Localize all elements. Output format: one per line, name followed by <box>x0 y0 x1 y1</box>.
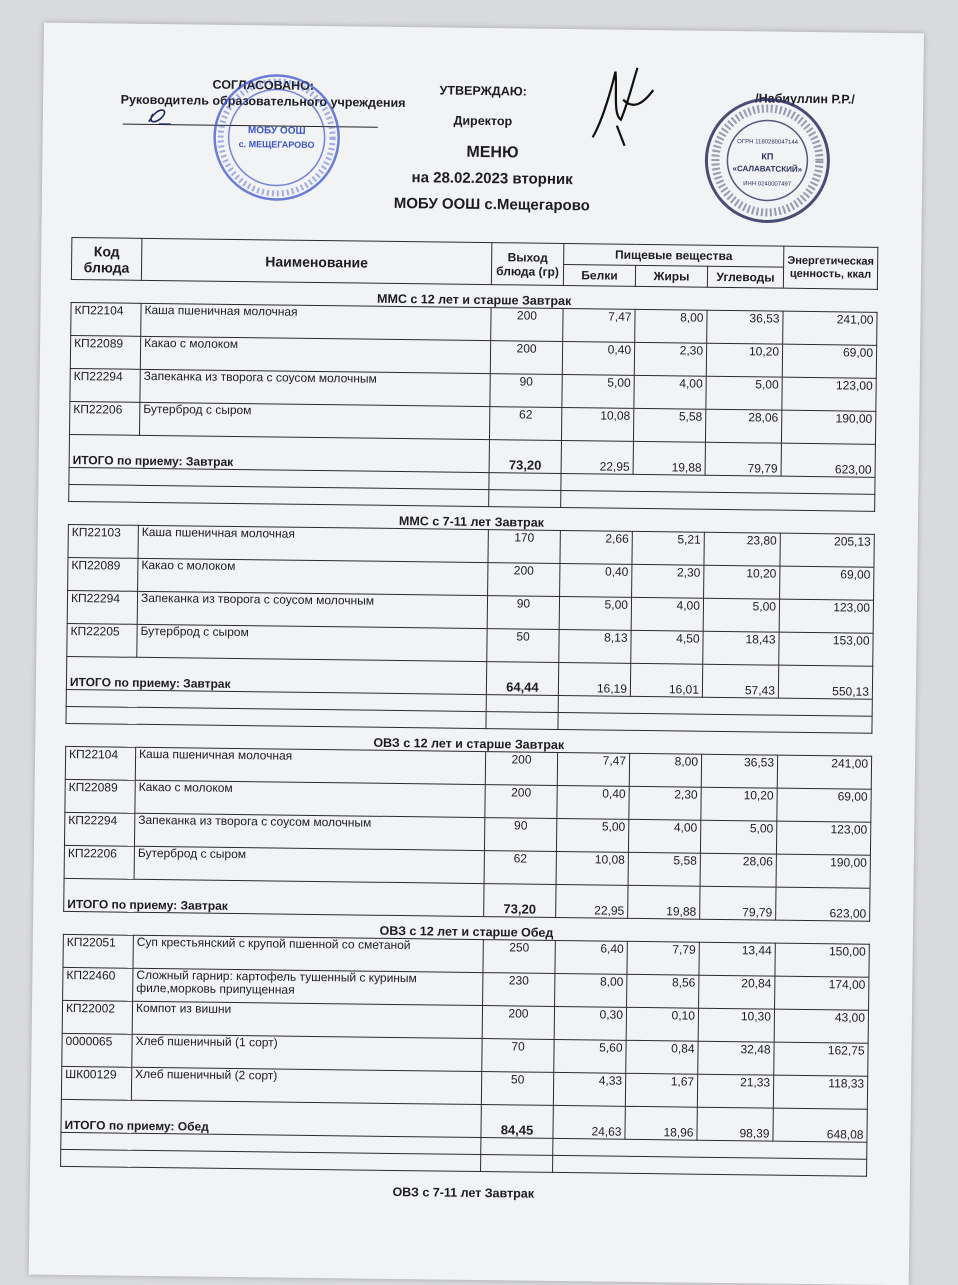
dish-fat: 5,58 <box>628 852 700 886</box>
total-protein: 16,19 <box>558 662 630 696</box>
dish-energy: 162,75 <box>774 1042 868 1076</box>
dish-yield: 200 <box>485 752 557 786</box>
dish-energy: 69,00 <box>780 566 874 600</box>
dish-code: КП22294 <box>64 812 134 846</box>
total-yield: 84,45 <box>481 1105 553 1139</box>
dish-yield: 50 <box>481 1072 553 1106</box>
dish-yield: 230 <box>483 973 555 1007</box>
dish-name: Какао с молоком <box>138 558 488 595</box>
director-signature <box>563 59 674 150</box>
dish-fat: 1,67 <box>625 1073 697 1107</box>
total-energy: 623,00 <box>776 887 870 921</box>
dish-energy: 69,00 <box>782 344 876 378</box>
dish-protein: 5,60 <box>554 1039 626 1073</box>
total-label: ИТОГО по приему: Обед <box>61 1099 481 1137</box>
total-fat: 19,88 <box>633 441 705 475</box>
total-label: ИТОГО по приему: Завтрак <box>64 878 484 916</box>
dish-name: Запеканка из творога с соусом молочным <box>140 369 490 406</box>
dish-protein: 5,00 <box>559 596 631 630</box>
dish-fat: 5,58 <box>633 408 705 442</box>
dish-fat: 4,00 <box>634 375 706 409</box>
total-energy: 550,13 <box>778 665 872 699</box>
dish-fat: 0,10 <box>626 1007 698 1041</box>
dish-name: Сложный гарнир: картофель тушенный с куриным филе,морковь припущенная <box>133 968 483 1005</box>
dish-energy: 153,00 <box>779 632 873 666</box>
agreed-role: Руководитель образовательного учреждения <box>120 92 406 111</box>
dish-code: КП22104 <box>71 302 141 336</box>
company-stamp <box>702 95 834 227</box>
section-ovz-12-breakfast <box>64 723 872 921</box>
dish-protein: 0,40 <box>562 341 634 375</box>
dish-protein: 2,66 <box>560 530 632 564</box>
section-title: ОВЗ с 7-11 лет Завтрак <box>392 1184 535 1201</box>
dish-yield: 90 <box>490 374 562 408</box>
dish-carbs: 10,20 <box>706 343 782 377</box>
dish-energy: 123,00 <box>782 377 876 411</box>
approve-block <box>428 75 539 136</box>
col-protein: Белки <box>563 264 635 286</box>
dish-carbs: 5,00 <box>700 820 776 854</box>
dish-fat: 0,84 <box>626 1040 698 1074</box>
dish-carbs: 10,20 <box>701 787 777 821</box>
dish-carbs: 20,84 <box>699 975 775 1009</box>
approve-label: УТВЕРЖДАЮ: <box>439 83 527 99</box>
dish-carbs: 5,00 <box>706 376 782 410</box>
dish-energy: 241,00 <box>777 755 871 789</box>
agreed-label: СОГЛАСОВАНО: <box>212 77 315 93</box>
dish-energy: 205,13 <box>780 533 874 567</box>
dish-energy: 241,00 <box>783 311 877 345</box>
dish-carbs: 10,30 <box>698 1008 774 1042</box>
total-carbs: 98,39 <box>697 1107 773 1141</box>
dish-yield: 200 <box>488 563 560 597</box>
dish-energy: 118,33 <box>773 1075 867 1109</box>
dish-yield: 62 <box>484 851 556 885</box>
dish-protein: 0,40 <box>557 785 629 819</box>
dish-protein: 5,00 <box>556 818 628 852</box>
company-stamp-line2: «САЛАВАТСКИЙ» <box>732 164 803 174</box>
section-title: ММС с 12 лет и старше Завтрак <box>376 291 572 309</box>
dish-protein: 10,08 <box>561 407 633 441</box>
dish-name: Компот из вишни <box>132 1001 482 1038</box>
dish-yield: 200 <box>490 341 562 375</box>
col-fat: Жиры <box>635 265 707 287</box>
col-carbs: Углеводы <box>707 266 783 288</box>
dish-fat: 4,00 <box>631 597 703 631</box>
dish-energy: 123,00 <box>776 821 870 855</box>
dish-code: КП22206 <box>64 845 134 879</box>
section-title: ОВЗ с 12 лет и старше Завтрак <box>373 735 565 753</box>
dish-fat: 2,30 <box>634 342 706 376</box>
dish-protein: 0,40 <box>560 563 632 597</box>
dish-protein: 6,40 <box>555 940 627 974</box>
dish-name: Запеканка из творога с соусом молочным <box>134 813 484 850</box>
title-menu: МЕНЮ <box>466 143 519 162</box>
title-date: на 28.02.2023 вторник <box>411 169 573 189</box>
total-protein: 24,63 <box>553 1105 625 1139</box>
dish-name: Хлеб пшеничный (2 сорт) <box>131 1067 481 1104</box>
dish-protein: 10,08 <box>556 851 628 885</box>
section-mms-12-breakfast <box>69 279 878 511</box>
dish-carbs: 13,44 <box>699 942 775 976</box>
document-title <box>282 138 703 221</box>
dish-name: Суп крестьянский с крупой пшенной со сметаной <box>133 935 483 972</box>
dish-code: КП22294 <box>70 368 140 402</box>
company-stamp-ogrn: ОГРН 1180280047144 <box>737 139 799 146</box>
dish-carbs: 21,33 <box>697 1074 773 1108</box>
dish-code: 0000065 <box>62 1033 132 1067</box>
dish-fat: 8,56 <box>627 974 699 1008</box>
dish-protein: 8,00 <box>555 973 627 1007</box>
dish-protein: 7,47 <box>563 308 635 342</box>
dish-yield: 170 <box>488 530 560 564</box>
dish-name: Бутерброд с сыром <box>139 402 489 439</box>
dish-energy: 43,00 <box>774 1009 868 1043</box>
dish-fat: 7,79 <box>627 941 699 975</box>
dish-energy: 123,00 <box>779 599 873 633</box>
dish-fat: 8,00 <box>629 753 701 787</box>
title-school: МОБУ ООШ с.Мещегарово <box>393 194 590 215</box>
dish-fat: 2,30 <box>629 786 701 820</box>
dish-yield: 90 <box>487 596 559 630</box>
dish-carbs: 18,43 <box>703 631 779 665</box>
dish-code: КП22104 <box>65 746 135 780</box>
dish-yield: 50 <box>487 629 559 663</box>
school-stamp-line2: с. МЕЩЕГАРОВО <box>238 139 315 150</box>
total-yield: 64,44 <box>486 662 558 696</box>
dish-yield: 250 <box>483 940 555 974</box>
dish-carbs: 28,06 <box>700 853 776 887</box>
menu-document <box>29 23 924 1285</box>
dish-protein: 0,30 <box>554 1006 626 1040</box>
total-yield: 73,20 <box>484 884 556 918</box>
dish-carbs: 5,00 <box>703 598 779 632</box>
total-protein: 22,95 <box>556 884 628 918</box>
dish-protein: 7,47 <box>557 752 629 786</box>
dish-carbs: 32,48 <box>698 1041 774 1075</box>
dish-code: КП22294 <box>67 590 137 624</box>
section-title: ММС с 7-11 лет Завтрак <box>398 513 545 530</box>
agreed-signature <box>139 102 183 133</box>
dish-name: Бутерброд с сыром <box>134 846 484 883</box>
dish-carbs: 28,06 <box>705 409 781 443</box>
dish-yield: 90 <box>484 818 556 852</box>
total-label: ИТОГО по приему: Завтрак <box>69 434 489 472</box>
dish-protein: 4,33 <box>553 1072 625 1106</box>
dish-carbs: 36,53 <box>701 754 777 788</box>
signer-name: /Набиуллин Р.Р./ <box>755 91 855 107</box>
dish-code: ШК00129 <box>61 1066 131 1100</box>
dish-fat: 5,21 <box>632 531 704 565</box>
school-stamp <box>210 71 344 205</box>
total-label: ИТОГО по приему: Завтрак <box>66 656 486 694</box>
dish-yield: 200 <box>491 308 563 342</box>
dish-code: КП22051 <box>63 934 133 968</box>
dish-code: КП22103 <box>68 524 138 558</box>
company-stamp-line1: КП <box>761 151 774 162</box>
total-fat: 19,88 <box>628 885 700 919</box>
dish-name: Бутерброд с сыром <box>137 624 487 661</box>
dish-energy: 150,00 <box>775 943 869 977</box>
dish-code: КП22089 <box>70 335 140 369</box>
total-energy: 648,08 <box>773 1108 867 1142</box>
total-energy: 623,00 <box>781 443 875 477</box>
section-title: ОВЗ с 12 лет и старше Обед <box>379 923 554 940</box>
dish-code: КП22089 <box>65 779 135 813</box>
dish-yield: 70 <box>482 1039 554 1073</box>
dish-fat: 8,00 <box>635 309 707 343</box>
director-label: Директор <box>453 113 513 129</box>
dish-protein: 8,13 <box>559 629 631 663</box>
total-yield: 73,20 <box>489 440 561 474</box>
total-carbs: 79,79 <box>705 442 781 476</box>
col-yield: Выход блюда (гр) <box>491 243 564 286</box>
col-energy: Энергетическая ценность, ккал <box>783 246 878 289</box>
dish-energy: 190,00 <box>781 410 875 444</box>
total-protein: 22,95 <box>561 440 633 474</box>
section-mms-7-11-breakfast <box>66 501 875 733</box>
dish-name: Запеканка из творога с соусом молочным <box>137 591 487 628</box>
dish-code: КП22089 <box>68 557 138 591</box>
dish-fat: 4,00 <box>628 819 700 853</box>
dish-name: Какао с молоком <box>135 780 485 817</box>
dish-yield: 200 <box>485 785 557 819</box>
col-nutrients: Пищевые вещества <box>564 243 784 267</box>
dish-carbs: 36,53 <box>707 310 783 344</box>
dish-energy: 190,00 <box>776 854 870 888</box>
company-stamp-inn: ИНН 0240007497 <box>743 181 792 188</box>
col-code: Код блюда <box>71 237 142 280</box>
menu-table <box>60 237 879 1205</box>
dish-name: Каша пшеничная молочная <box>138 525 488 562</box>
total-fat: 16,01 <box>630 663 702 697</box>
dish-protein: 5,00 <box>562 374 634 408</box>
dish-name: Хлеб пшеничный (1 сорт) <box>132 1034 482 1071</box>
dish-energy: 174,00 <box>775 976 869 1010</box>
dish-yield: 62 <box>489 407 561 441</box>
col-name: Наименование <box>141 238 491 284</box>
dish-name: Каша пшеничная молочная <box>135 747 485 784</box>
total-fat: 18,96 <box>625 1106 697 1140</box>
dish-carbs: 23,80 <box>704 532 780 566</box>
total-carbs: 79,79 <box>700 886 776 920</box>
dish-name: Какао с молоком <box>140 336 490 373</box>
dish-fat: 2,30 <box>632 564 704 598</box>
school-stamp-line1: МОБУ ООШ <box>247 125 306 137</box>
dish-code: КП22002 <box>62 1000 132 1034</box>
total-carbs: 57,43 <box>702 664 778 698</box>
section-ovz-12-lunch <box>60 911 869 1204</box>
dish-code: КП22460 <box>63 967 133 1001</box>
dish-code: КП22205 <box>67 623 137 657</box>
dish-yield: 200 <box>482 1006 554 1040</box>
dish-name: Каша пшеничная молочная <box>141 303 491 340</box>
dish-energy: 69,00 <box>777 788 871 822</box>
dish-carbs: 10,20 <box>704 565 780 599</box>
dish-fat: 4,50 <box>631 630 703 664</box>
dish-code: КП22206 <box>70 401 140 435</box>
